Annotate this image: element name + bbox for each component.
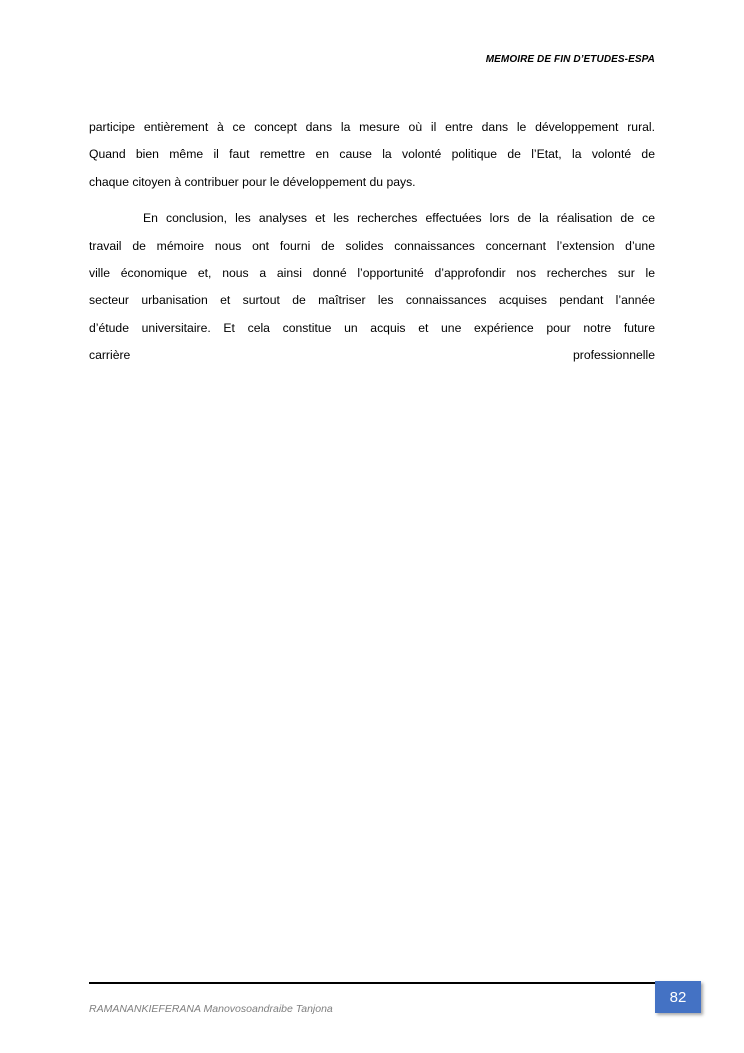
running-header: MEMOIRE DE FIN D’ETUDES-ESPA [485, 54, 655, 65]
text-line: chaque citoyen à contribuer pour le développement du pays. [89, 174, 416, 189]
text-line: secteur urbanisation et surtout de maîtriser les connaissances acquises pendant l’année [89, 293, 655, 308]
text-line: Quand bien même il faut remettre en cause la volonté politique de l’Etat, la volonté de [89, 147, 655, 162]
text-line: En conclusion, les analyses et les recherches effectuées lors de la réalisation de ce [143, 211, 655, 226]
footer-divider [89, 982, 676, 984]
text-line: carrière professionnelle [89, 348, 655, 363]
page-number: 82 [655, 981, 701, 1013]
footer-author: RAMANANKIEFERANA Manovosoandraibe Tanjona [89, 1003, 333, 1015]
text-line: ville économique et, nous a ainsi donné l’opportunité d’approfondir nos recherches sur le [89, 266, 655, 281]
paragraph-conclusion [89, 205, 655, 369]
document-body [89, 114, 655, 370]
paragraph-continuation [89, 114, 655, 196]
text-line: participe entièrement à ce concept dans la mesure où il entre dans le développement rural. [89, 120, 655, 134]
text-line: d’étude universitaire. Et cela constitue un acquis et une expérience pour notre future [89, 320, 655, 335]
text-line: travail de mémoire nous ont fourni de solides connaissances concernant l’extension d’une [89, 238, 655, 253]
